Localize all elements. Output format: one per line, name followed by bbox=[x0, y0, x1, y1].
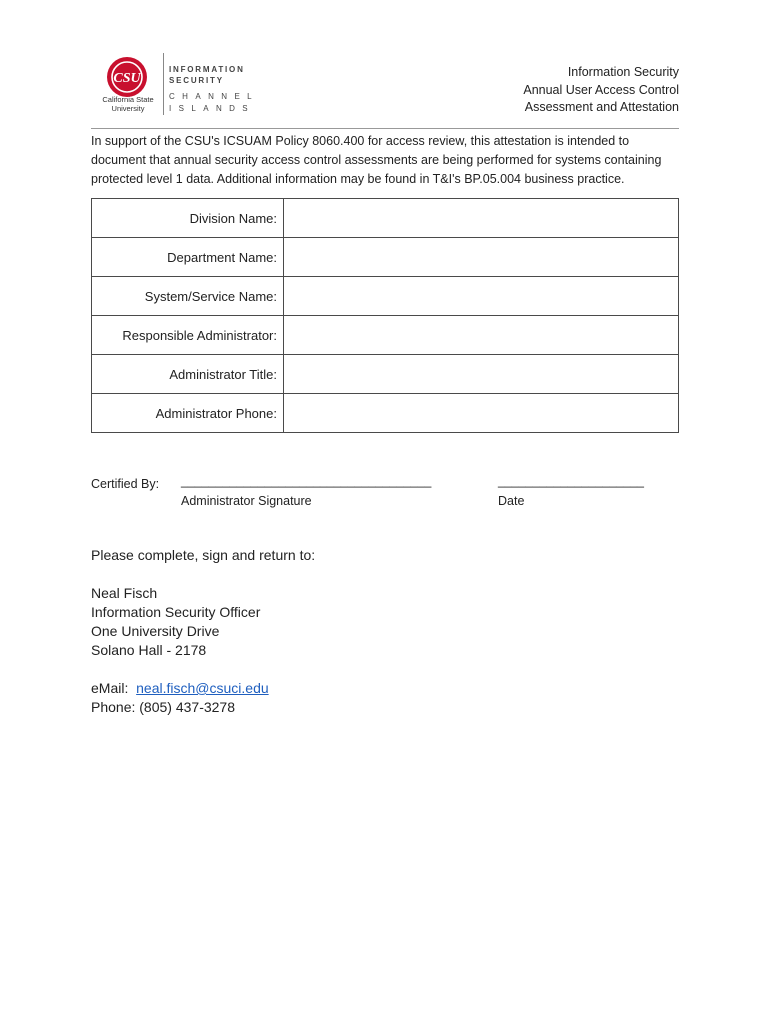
intro-paragraph bbox=[91, 132, 683, 189]
title-line-3: Assessment and Attestation bbox=[524, 100, 679, 114]
info-line-2: SECURITY bbox=[169, 76, 224, 85]
return-instructions: Please complete, sign and return to: bbox=[91, 547, 316, 563]
administrator-phone-label: Administrator Phone: bbox=[92, 394, 284, 433]
contact-name: Neal Fisch bbox=[91, 585, 158, 601]
channel-islands-wordmark bbox=[169, 91, 259, 115]
intro-line-3: protected level 1 data. Additional information may be found in T&I's BP.05.004 business practice. bbox=[91, 172, 625, 186]
administrator-phone-field[interactable] bbox=[284, 394, 679, 433]
phone-number: (805) 437-3278 bbox=[139, 699, 236, 715]
administrator-title-label: Administrator Title: bbox=[92, 355, 284, 394]
contact-address-2: Solano Hall - 2178 bbox=[91, 642, 207, 658]
seal-text: CSU bbox=[113, 71, 141, 86]
title-line-2: Annual User Access Control bbox=[523, 82, 679, 97]
info-security-wordmark bbox=[169, 64, 245, 86]
attestation-form-table bbox=[91, 198, 679, 433]
phone-row bbox=[91, 699, 235, 715]
contact-title: Information Security Officer bbox=[91, 604, 261, 620]
info-line-1: INFORMATION bbox=[169, 65, 245, 74]
administrator-title-field[interactable] bbox=[284, 355, 679, 394]
form-row-division bbox=[92, 199, 679, 238]
form-row-title bbox=[92, 355, 679, 394]
email-row bbox=[91, 680, 269, 696]
university-name bbox=[92, 95, 164, 113]
csu-seal-logo bbox=[106, 56, 148, 98]
date-caption: Date bbox=[498, 494, 525, 508]
university-line-1: California State bbox=[102, 95, 154, 104]
intro-line-1: In support of the CSU's ICSUAM Policy 8060.400 for access review, this attestation is intended to bbox=[91, 134, 630, 148]
signature-line[interactable]: ____________________________________ bbox=[181, 474, 432, 488]
form-row-department bbox=[92, 238, 679, 277]
intro-line-2: document that annual security access control assessments are being performed for systems containing bbox=[91, 153, 662, 167]
system-service-name-field[interactable] bbox=[284, 277, 679, 316]
phone-label: Phone: bbox=[91, 699, 136, 715]
certified-by-label: Certified By: bbox=[91, 477, 160, 491]
system-service-name-label: System/Service Name: bbox=[92, 277, 284, 316]
responsible-administrator-field[interactable] bbox=[284, 316, 679, 355]
form-row-admin bbox=[92, 316, 679, 355]
date-line[interactable]: _____________________ bbox=[498, 474, 644, 488]
department-name-field[interactable] bbox=[284, 238, 679, 277]
document-title bbox=[523, 64, 679, 117]
email-label: eMail: bbox=[91, 680, 129, 696]
signature-caption: Administrator Signature bbox=[181, 494, 312, 508]
title-line-1: Information Security bbox=[567, 65, 679, 79]
campus-line-1: CHANNEL bbox=[169, 92, 260, 101]
form-row-system bbox=[92, 277, 679, 316]
university-line-2: University bbox=[111, 104, 145, 113]
department-name-label: Department Name: bbox=[92, 238, 284, 277]
form-row-phone bbox=[92, 394, 679, 433]
division-name-field[interactable] bbox=[284, 199, 679, 238]
division-name-label: Division Name: bbox=[92, 199, 284, 238]
contact-address-1: One University Drive bbox=[91, 623, 220, 639]
logo-divider bbox=[163, 53, 164, 115]
header-divider bbox=[91, 128, 679, 129]
email-link[interactable]: neal.fisch@csuci.edu bbox=[136, 680, 269, 696]
campus-line-2: ISLANDS bbox=[169, 104, 256, 113]
responsible-administrator-label: Responsible Administrator: bbox=[92, 316, 284, 355]
